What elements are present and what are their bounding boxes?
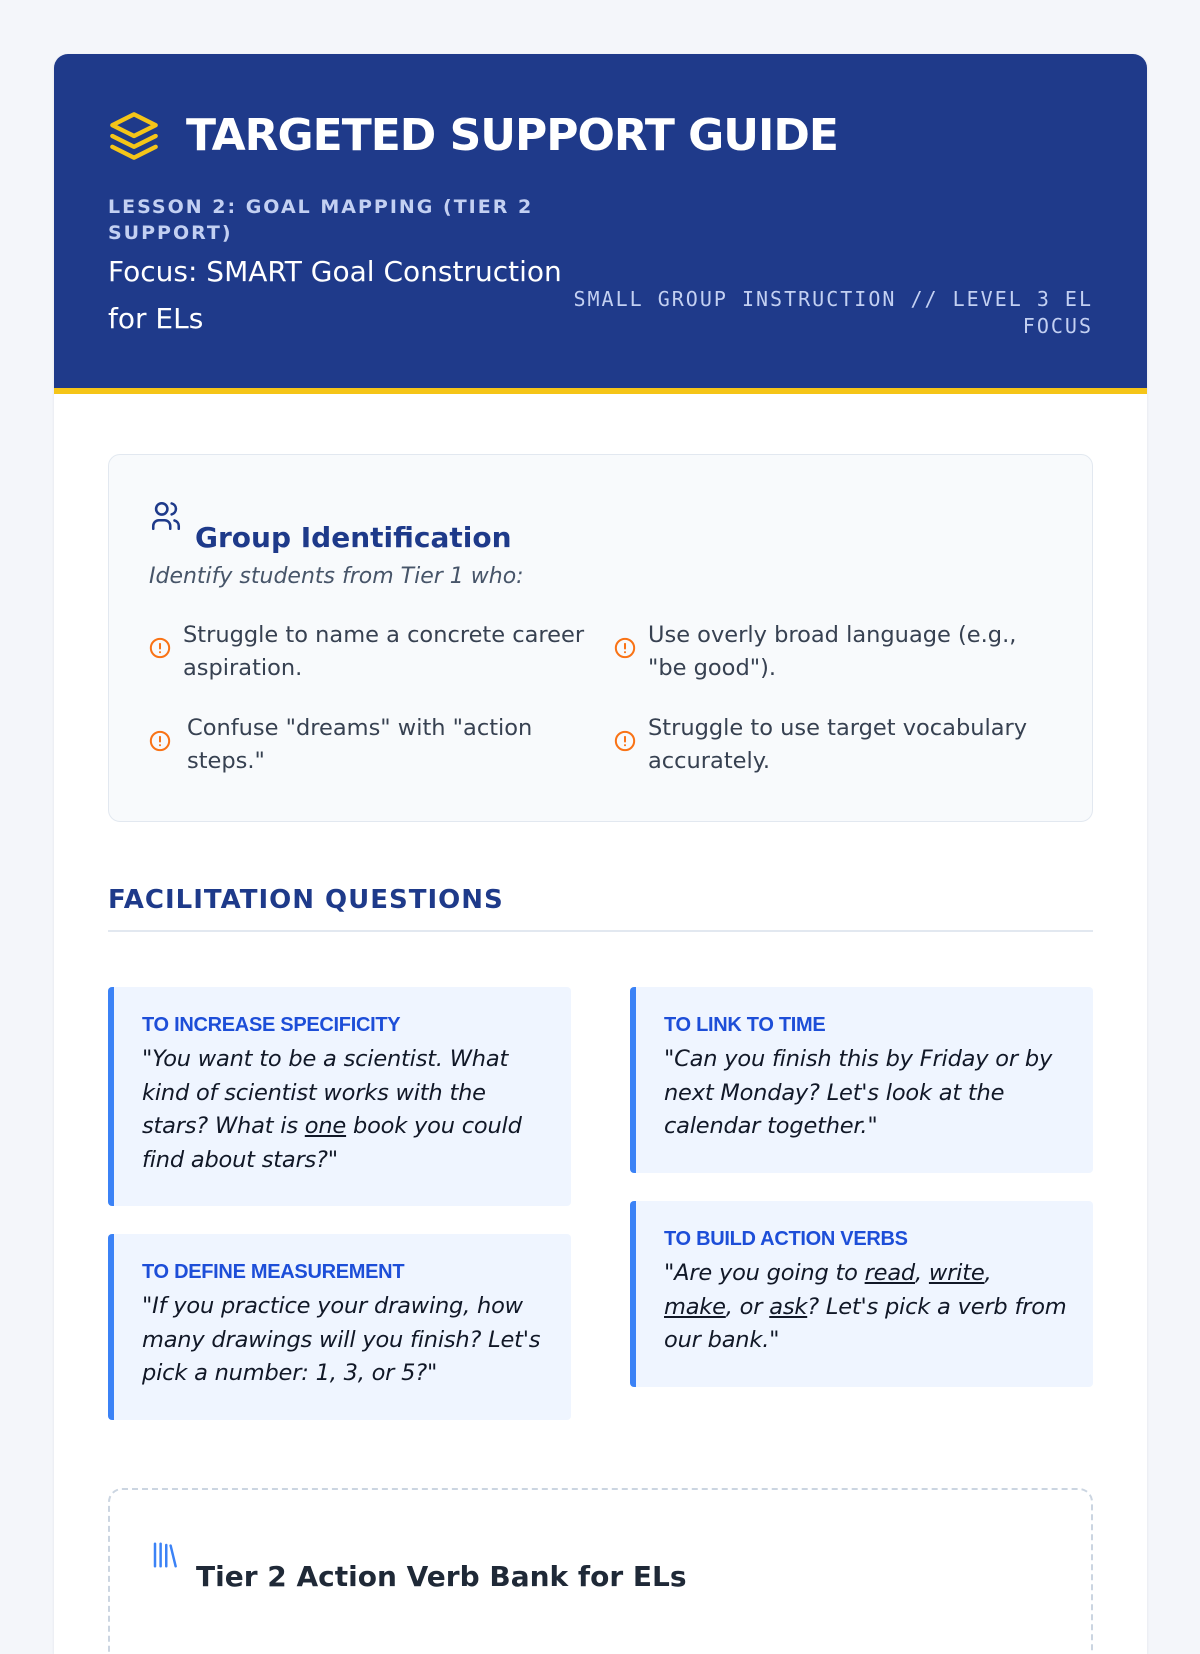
alert-circle-icon <box>149 637 171 659</box>
guide-header <box>54 54 1147 394</box>
library-icon <box>150 1540 180 1570</box>
question-label: TO LINK TO TIME <box>664 1014 826 1036</box>
alert-circle-icon <box>614 730 636 752</box>
group-identification-intro: Identify students from Tier 1 who: <box>149 564 524 589</box>
question-card <box>108 987 571 1206</box>
question-label: TO INCREASE SPECIFICITY <box>142 1014 401 1036</box>
criteria-text: Struggle to use target vocabulary accurately. <box>648 715 1028 774</box>
verb-bank-card <box>108 1488 1093 1654</box>
group-identification-card <box>108 454 1093 822</box>
question-card <box>630 1201 1093 1387</box>
instruction-meta: SMALL GROUP INSTRUCTION // LEVEL 3 EL FOCUS <box>573 287 1093 338</box>
facilitation-section-header <box>108 874 1093 932</box>
question-text: "You want to be a scientist. What kind of scientist works with the stars? What is one book you could find about stars?" <box>142 1046 522 1173</box>
question-card <box>108 1234 571 1420</box>
lesson-focus: Focus: SMART Goal Construction for ELs <box>108 255 562 335</box>
question-card <box>630 987 1093 1173</box>
users-icon <box>149 499 183 533</box>
verb-bank-title: Tier 2 Action Verb Bank for ELs <box>196 1560 687 1594</box>
group-identification-title: Group Identification <box>195 521 512 555</box>
page-title: TARGETED SUPPORT GUIDE <box>186 110 838 161</box>
question-text: "If you practice your drawing, how many drawings will you finish? Let's pick a number: 1, 3, or 5?" <box>142 1293 541 1386</box>
layers-icon <box>108 110 160 162</box>
alert-circle-icon <box>614 637 636 659</box>
alert-circle-icon <box>149 730 171 752</box>
facilitation-title: FACILITATION QUESTIONS <box>108 885 504 915</box>
question-label: TO BUILD ACTION VERBS <box>664 1228 908 1250</box>
lesson-label: LESSON 2: GOAL MAPPING (TIER 2 SUPPORT) <box>108 196 534 244</box>
support-guide-page <box>54 54 1147 1654</box>
question-text: "Can you finish this by Friday or by next Monday? Let's look at the calendar together." <box>664 1046 1053 1139</box>
criteria-text: Struggle to name a concrete career aspiration. <box>183 622 585 681</box>
question-label: TO DEFINE MEASUREMENT <box>142 1261 405 1283</box>
criteria-text: Confuse "dreams" with "action steps." <box>187 715 533 774</box>
question-text: "Are you going to read, write, make, or ask? Let's pick a verb from our bank." <box>664 1260 1067 1353</box>
criteria-text: Use overly broad language (e.g., "be good"). <box>648 622 1017 681</box>
